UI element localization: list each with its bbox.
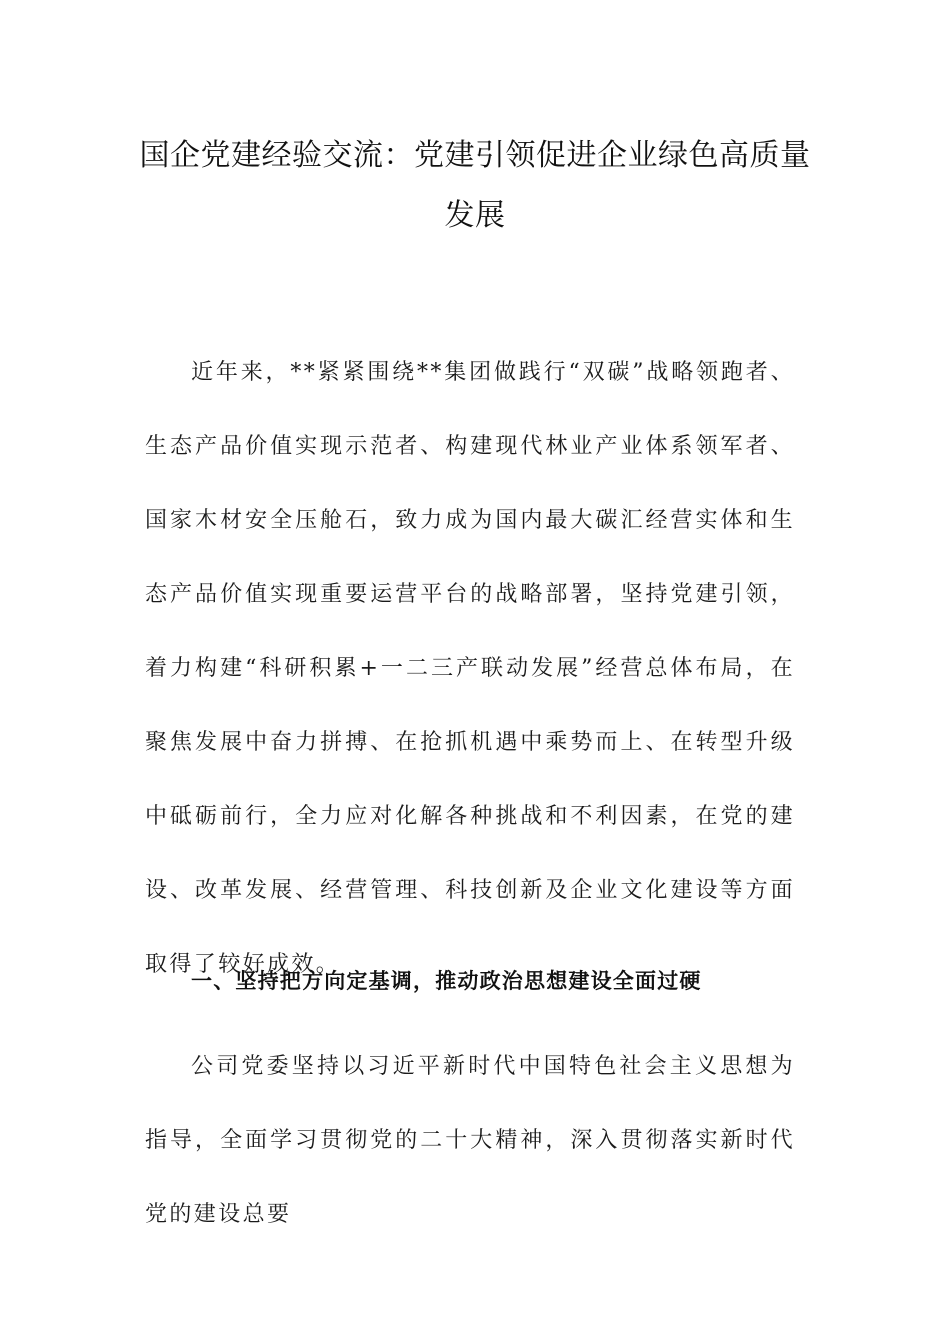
- section-heading: 一、坚持把方向定基调，推动政治思想建设全面过硬: [191, 969, 702, 993]
- document-title: 国企党建经验交流：党建引领促进企业绿色高质量发展: [139, 138, 811, 233]
- intro-paragraph: 近年来，**紧紧围绕**集团做践行“双碳”战略领跑者、生态产品价值实现示范者、构建现代林业产业体系领军者、国家木材安全压舱石，致力成为国内最大碳汇经营实体和生态产品价值实现重要运营平台的战略部署，坚持党建引领，着力构建“科研积累+一二三产联动发展”经营总体布局，在聚焦发展中奋力拼搏、在抢抓机遇中乘势而上、在转型升级中砥砺前行，全力应对化解各种挑战和不利因素，在党的建设、改革发展、经营管理、科技创新及企业文化建设等方面取得了较好成效。: [145, 360, 795, 977]
- body-paragraph: 公司党委坚持以习近平新时代中国特色社会主义思想为指导，全面学习贯彻党的二十大精神，深入贯彻落实新时代党的建设总要: [145, 1054, 795, 1227]
